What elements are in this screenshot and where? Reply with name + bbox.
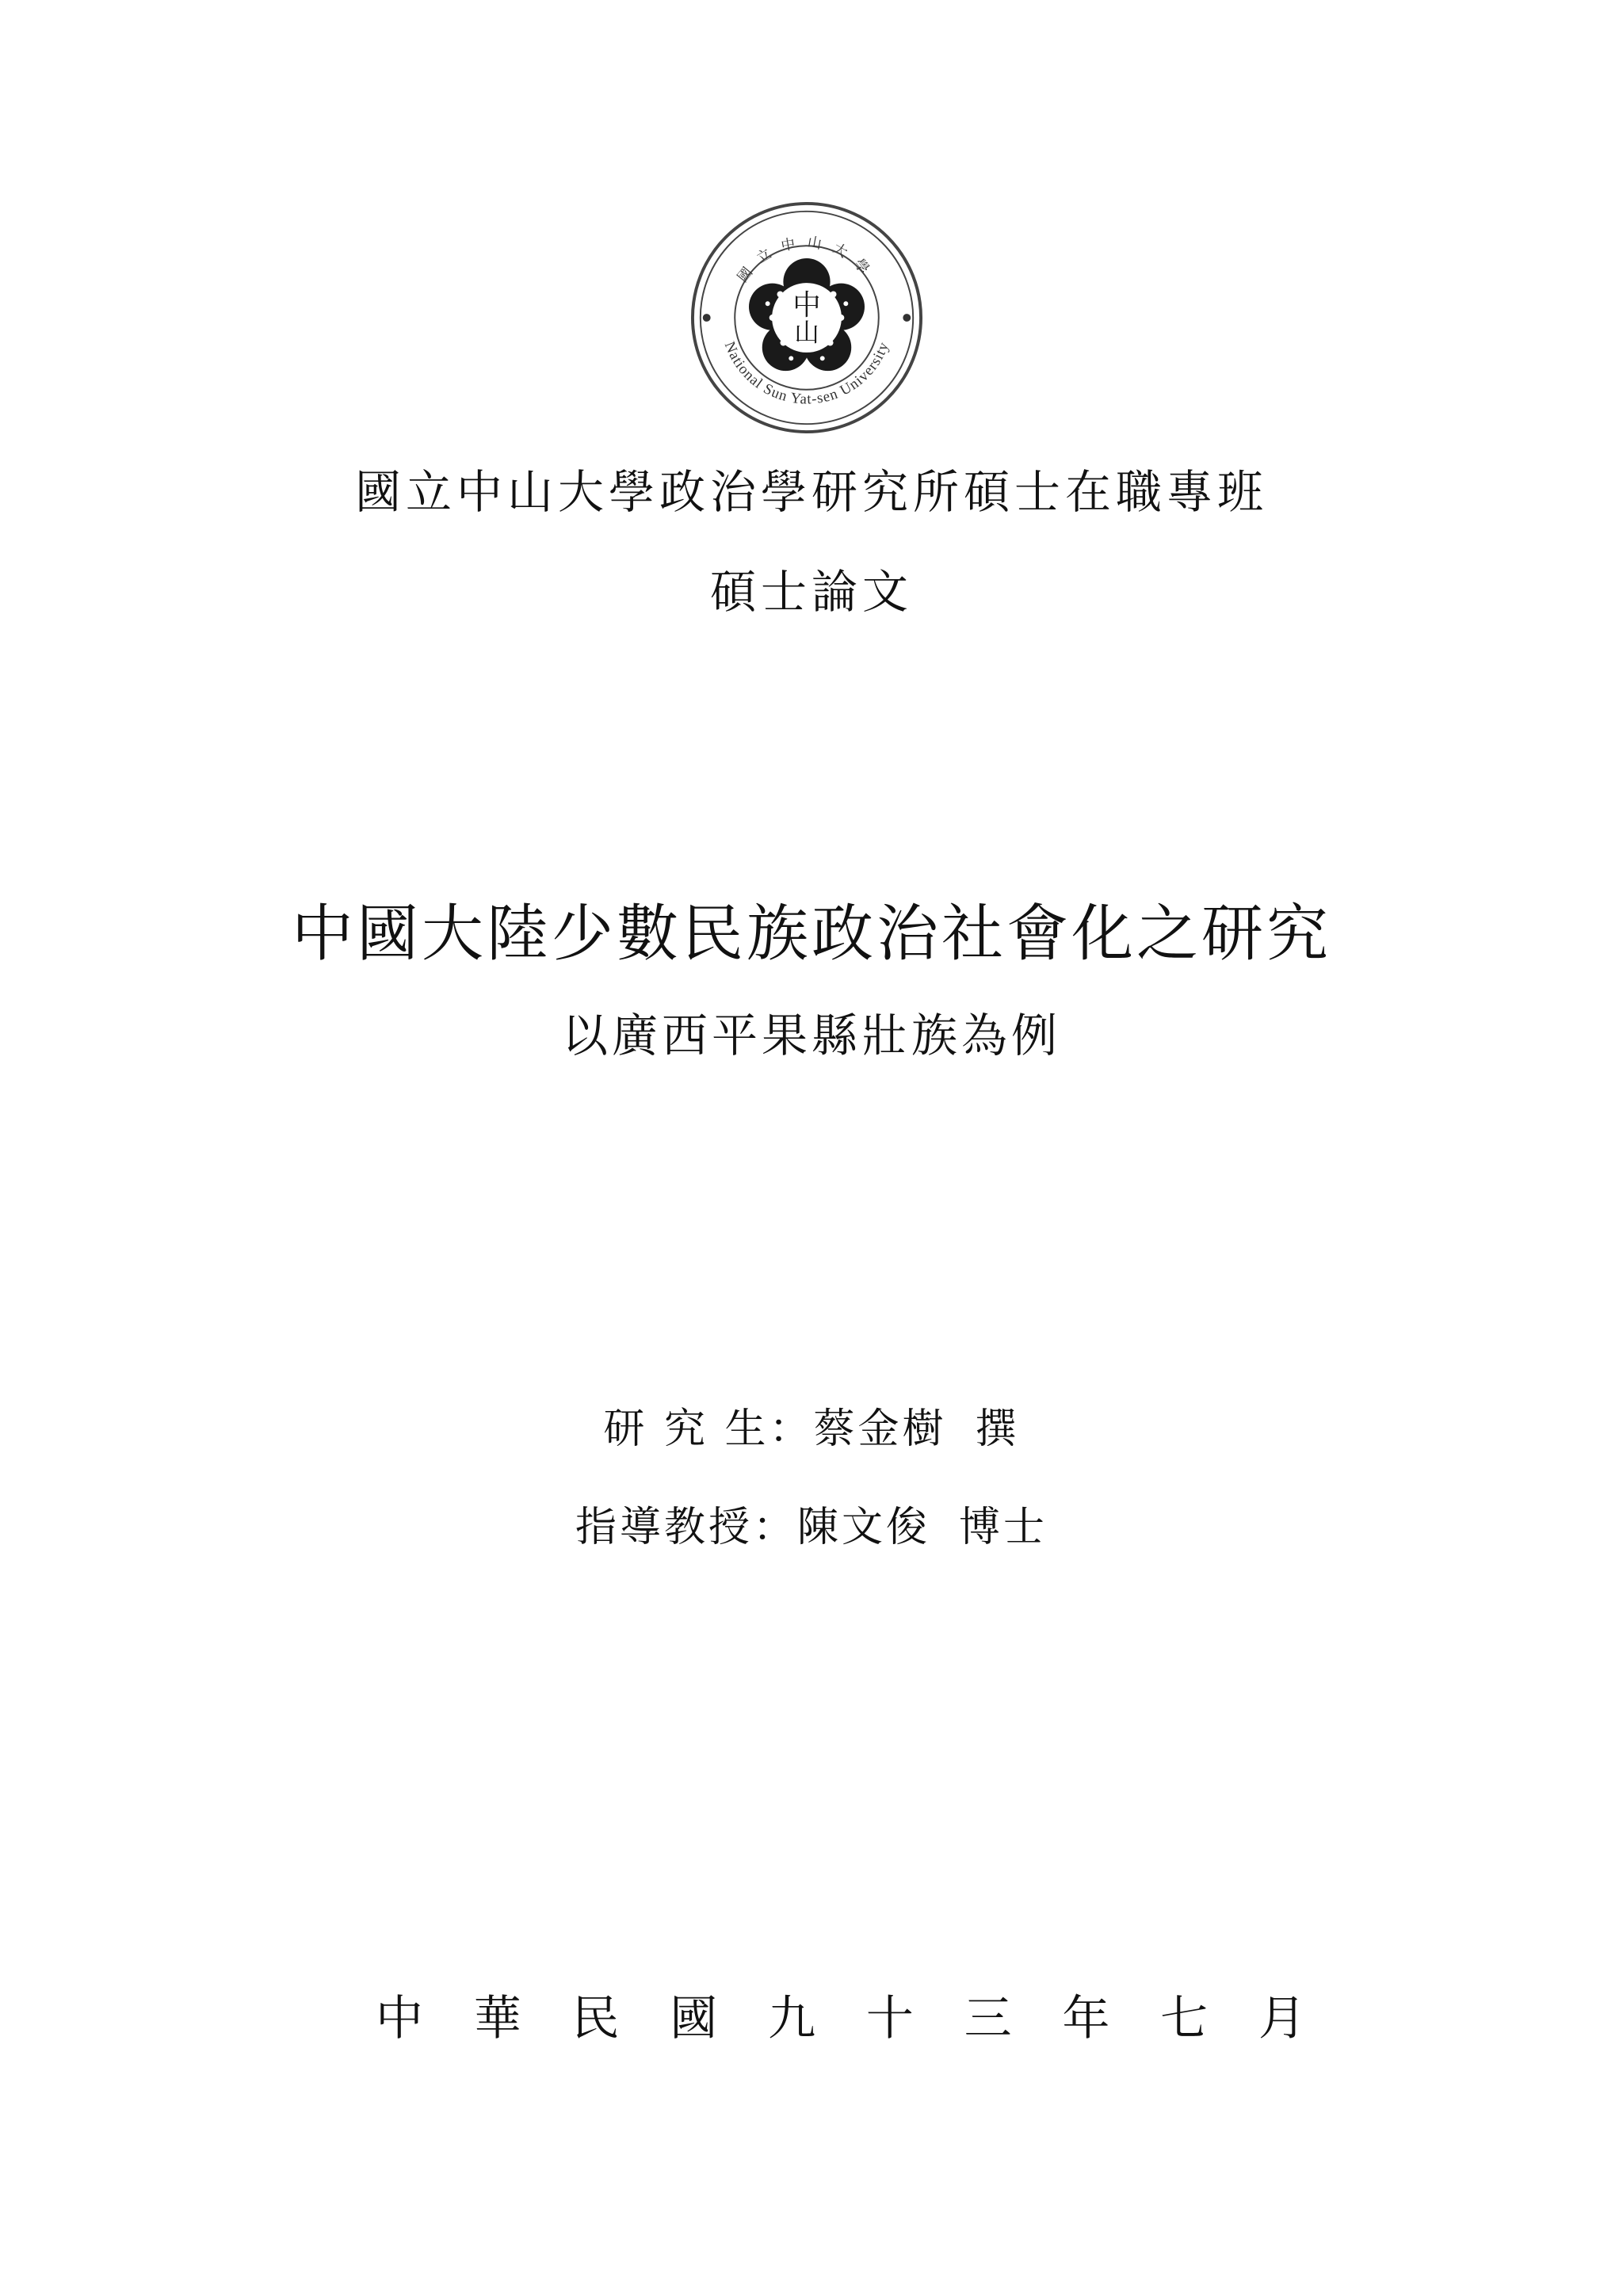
degree-type: 碩士論文 [709, 565, 913, 619]
date-char: 月 [1258, 1991, 1306, 2046]
date-char: 七 [1160, 1991, 1209, 2046]
seal-top-text: 國立中山大學 [735, 235, 879, 286]
seal-center-text-bottom: 山 [794, 318, 819, 348]
advisor-line [0, 1504, 1623, 1551]
advisor-title: 博士 [959, 1504, 1048, 1551]
seal-center-text-top: 中 [792, 289, 821, 322]
advisor-label: 指導教授： [575, 1504, 797, 1551]
date-char: 國 [670, 1991, 718, 2046]
thesis-title: 中國大陸少數民族政治社會化之研究 [291, 898, 1331, 970]
institution-name: 國立中山大學政治學研究所碩士在職專班 [354, 465, 1268, 519]
seal-bottom-text: National Sun Yat-sen University [720, 339, 893, 408]
author-suffix: 撰 [975, 1405, 1020, 1453]
author-line [0, 1405, 1623, 1453]
submission-date [376, 1991, 1306, 2046]
date-char: 年 [1062, 1991, 1110, 2046]
author-label: 研 究 生： [603, 1405, 814, 1453]
date-char: 民 [571, 1991, 620, 2046]
advisor-name: 陳文俊 [796, 1504, 930, 1551]
date-char: 三 [964, 1991, 1012, 2046]
date-char: 九 [768, 1991, 816, 2046]
date-char: 華 [473, 1991, 521, 2046]
author-name: 蔡金樹 [813, 1405, 947, 1453]
university-seal-icon [689, 200, 924, 435]
date-char: 十 [865, 1991, 914, 2046]
date-char: 中 [376, 1991, 423, 2046]
thesis-subtitle: 以廣西平果縣壯族為例 [561, 1009, 1061, 1062]
